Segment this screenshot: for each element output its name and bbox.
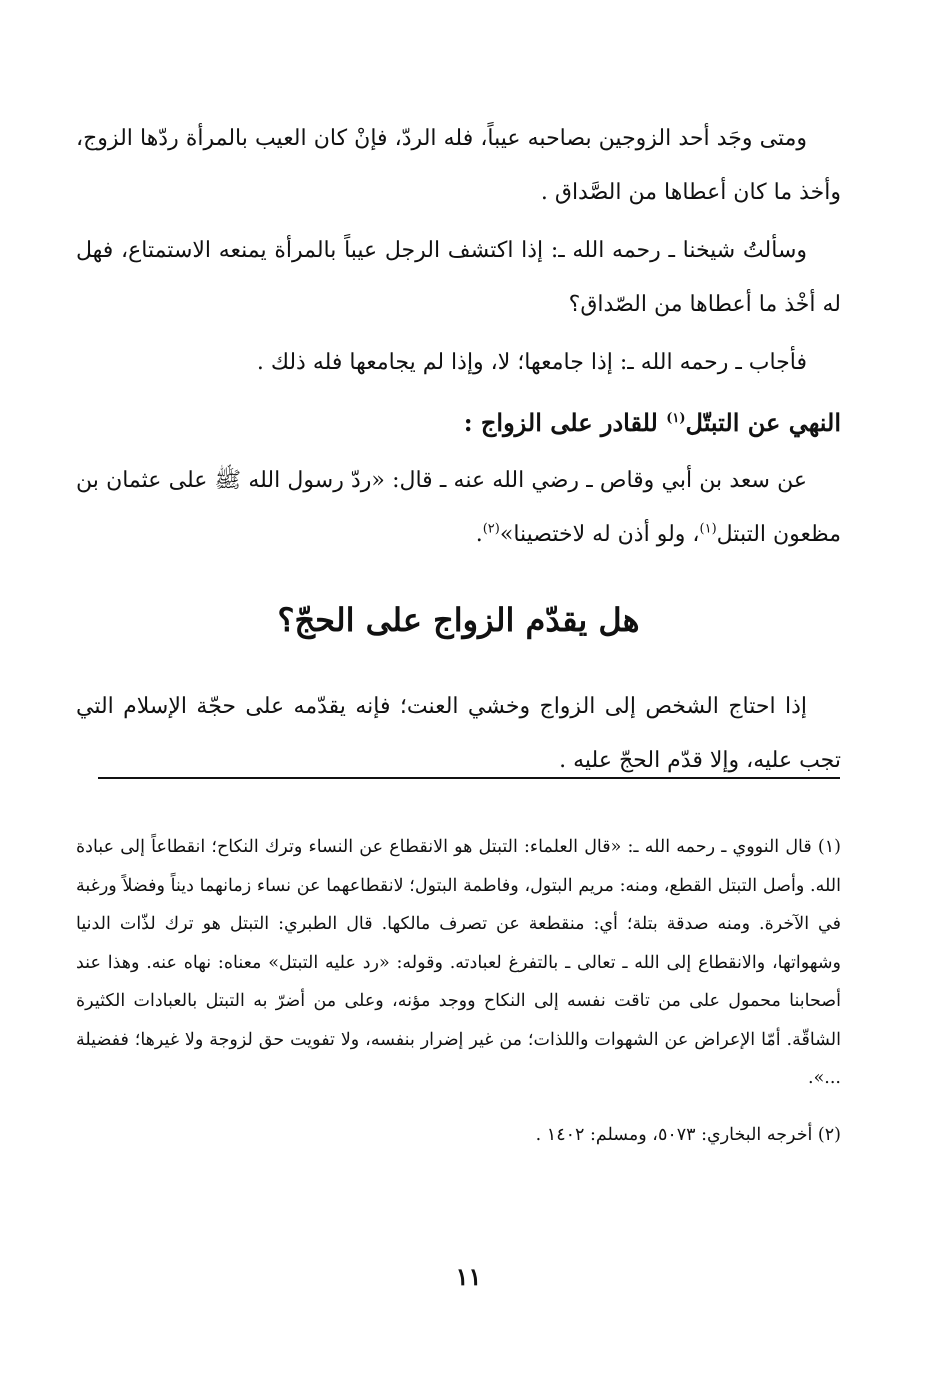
subheading-text-end: للقادر على الزواج : [463,408,667,437]
paragraph-question: وسألتُ شيخنا ـ رحمه الله ـ: إذا اكتشف الرجل عيباً بالمرأة يمنعه الاستمتاع، فهل له أخْذ ما أعطاها من الصّداق؟ [76,238,841,317]
paragraph-defect: ومتى وجَد أحد الزوجين بصاحبه عيباً، فله الردّ، فإنْ كان العيب بالمرأة ردّها الزوج، وأخذ ما كان أعطاها من الصَّداق . [76,126,841,205]
main-text [76,112,841,792]
footnote-ref: (٢) [482,521,500,537]
footnote-2: (٢) أخرجه البخاري: ٥٠٧٣، ومسلم: ١٤٠٢ . [535,1124,841,1145]
subheading-text: النهي عن التبتّل [685,408,841,437]
hadith-text-end: . [475,522,483,547]
footnote-1: (١) قال النووي ـ رحمه الله ـ: «قال العلماء: التبتل هو الانقطاع عن النساء وترك النكاح؛ انقطاعاً إلى عبادة الله. وأصل التبتل القطع، ومنه: مريم البتول، وفاطمة البتول؛ لانقطاعهما عن نساء زمانهما ديناً وفضلاً ورغبة في الآخرة. ومنه صدقة بتلة؛ أي: منقطعة عن تصرف مالكها. قال الطبري: التبتل هو ترك لذّات الدنيا وشهواتها، والانقطاع إلى الله ـ تعالى ـ بالتفرغ لعبادته. وقوله: «رد عليه التبتل» معناه: نهاه عنه. وهذا عند أصحابنا محمول على من تاقت نفسه إلى النكاح ووجد مؤنه، وعلى من أضرّ به التبتل بالعبادات الكثيرة الشاقّة. أمّا الإعراض عن الشهوات واللذات؛ من غير إضرار بنفسه، ولا تفويت حق لزوجة ولا غيرها؛ ففضيلة ...». [76,837,841,1088]
paragraph-hadith [76,454,841,562]
footnote-divider [98,777,840,779]
subheading-celibacy [76,396,841,450]
paragraph-hajj: إذا احتاج الشخص إلى الزواج وخشي العنت؛ فإنه يقدّمه على حجّة الإسلام التي تجب عليه، وإلا قدّم الحجّ عليه . [76,694,841,773]
hadith-text-cont: ، ولو أذن له لاختصينا» [499,522,700,547]
footnotes [76,828,841,1154]
footnote-ref: (١) [699,521,717,537]
hadith-text: عن سعد بن أبي وقاص ـ رضي الله عنه ـ قال: «ردّ رسول الله ﷺ على عثمان بن مظعون التبتل [76,468,841,547]
page-number: ١١ [455,1262,482,1291]
paragraph-answer: فأجاب ـ رحمه الله ـ: إذا جامعها؛ لا، وإذا لم يجامعها فله ذلك . [256,350,807,375]
footnote-ref: (١) [666,411,686,426]
section-heading: هل يقدّم الزواج على الحجّ؟ [277,601,640,639]
